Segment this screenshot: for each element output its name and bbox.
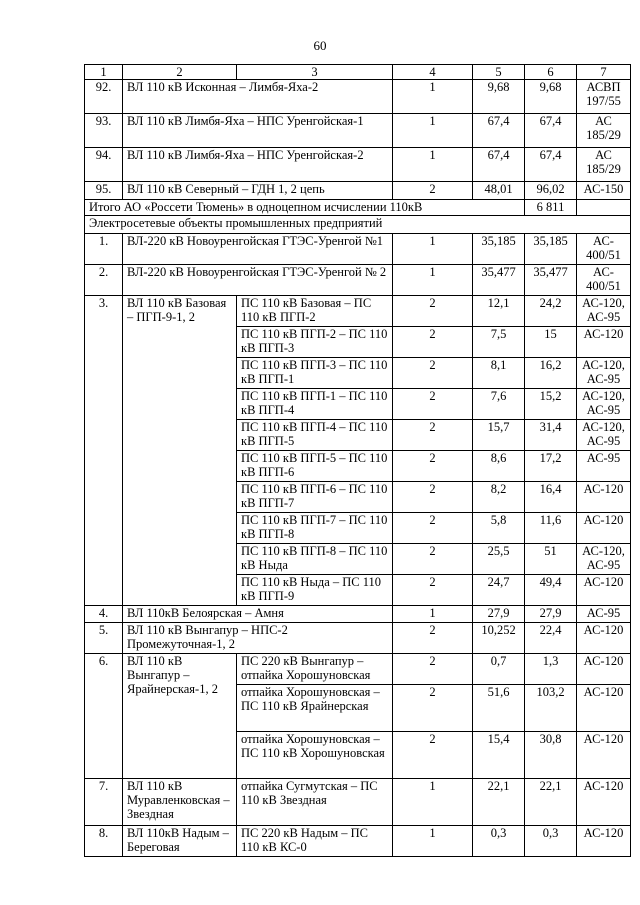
table-row xyxy=(85,80,631,114)
row-number: 7. xyxy=(85,779,123,826)
route-length: 0,7 xyxy=(473,654,525,685)
header-cell: 7 xyxy=(577,65,631,80)
row-number: 4. xyxy=(85,606,123,623)
circuit-count: 2 xyxy=(393,182,473,200)
wire-brand: АС-120 xyxy=(577,575,631,606)
circuit-length: 51 xyxy=(525,544,577,575)
circuit-count: 2 xyxy=(393,654,473,685)
row-number: 1. xyxy=(85,234,123,265)
route-length: 51,6 xyxy=(473,685,525,732)
circuit-length: 96,02 xyxy=(525,182,577,200)
table-row xyxy=(85,606,631,623)
line-register-table xyxy=(84,64,631,857)
segment-name: ПС 110 кВ ПГП-2 – ПС 110 кВ ПГП-3 xyxy=(237,327,393,358)
route-length: 9,68 xyxy=(473,80,525,114)
circuit-count: 2 xyxy=(393,513,473,544)
circuit-length: 103,2 xyxy=(525,685,577,732)
circuit-length: 27,9 xyxy=(525,606,577,623)
circuit-length: 11,6 xyxy=(525,513,577,544)
wire-brand: АСВП 197/55 xyxy=(577,80,631,114)
row-number: 6. xyxy=(85,654,123,779)
route-length: 15,4 xyxy=(473,732,525,779)
wire-brand: АС-120 xyxy=(577,654,631,685)
wire-brand: АС-120 xyxy=(577,732,631,779)
section-title: Электросетевые объекты промышленных предприятий xyxy=(85,216,631,234)
segment-name: ПС 110 кВ ПГП-3 – ПС 110 кВ ПГП-1 xyxy=(237,358,393,389)
circuit-count: 2 xyxy=(393,732,473,779)
circuit-length: 67,4 xyxy=(525,114,577,148)
wire-brand: АС-120 xyxy=(577,482,631,513)
circuit-count: 2 xyxy=(393,623,473,654)
line-name: ВЛ 110кВ Белоярская – Амня xyxy=(123,606,393,623)
route-length: 5,8 xyxy=(473,513,525,544)
wire-brand: АС- 400/51 xyxy=(577,234,631,265)
wire-brand: АС 185/29 xyxy=(577,148,631,182)
circuit-length: 16,4 xyxy=(525,482,577,513)
route-length: 22,1 xyxy=(473,779,525,826)
circuit-count: 2 xyxy=(393,420,473,451)
header-row xyxy=(85,65,631,80)
header-cell: 1 xyxy=(85,65,123,80)
line-name: ВЛ 110 кВ Лимбя-Яха – НПС Уренгойская-1 xyxy=(123,114,393,148)
table-cell xyxy=(577,200,631,216)
circuit-count: 1 xyxy=(393,80,473,114)
segment-name: ПС 110 кВ ПГП-7 – ПС 110 кВ ПГП-8 xyxy=(237,513,393,544)
circuit-count: 2 xyxy=(393,358,473,389)
circuit-count: 2 xyxy=(393,544,473,575)
table-row xyxy=(85,114,631,148)
segment-name: ПС 110 кВ ПГП-6 – ПС 110 кВ ПГП-7 xyxy=(237,482,393,513)
table-row xyxy=(85,623,631,654)
row-number: 5. xyxy=(85,623,123,654)
circuit-count: 2 xyxy=(393,389,473,420)
circuit-length: 1,3 xyxy=(525,654,577,685)
line-name: ВЛ 110кВ Надым – Береговая xyxy=(123,826,237,857)
circuit-count: 1 xyxy=(393,265,473,296)
total-row xyxy=(85,200,631,216)
circuit-count: 1 xyxy=(393,114,473,148)
circuit-length: 9,68 xyxy=(525,80,577,114)
route-length: 8,1 xyxy=(473,358,525,389)
circuit-count: 1 xyxy=(393,779,473,826)
segment-name: отпайка Хорошуновская – ПС 110 кВ Хорошуновская xyxy=(237,732,393,779)
route-length: 67,4 xyxy=(473,148,525,182)
segment-name: ПС 110 кВ Ныда – ПС 110 кВ ПГП-9 xyxy=(237,575,393,606)
wire-brand: АС-120, АС-95 xyxy=(577,358,631,389)
circuit-length: 0,3 xyxy=(525,826,577,857)
circuit-count: 1 xyxy=(393,148,473,182)
table-row xyxy=(85,148,631,182)
row-number: 95. xyxy=(85,182,123,200)
route-length: 7,6 xyxy=(473,389,525,420)
circuit-count: 2 xyxy=(393,451,473,482)
route-length: 67,4 xyxy=(473,114,525,148)
header-cell: 3 xyxy=(237,65,393,80)
table-row xyxy=(85,779,631,826)
segment-name: ПС 110 кВ ПГП-4 – ПС 110 кВ ПГП-5 xyxy=(237,420,393,451)
circuit-length: 49,4 xyxy=(525,575,577,606)
circuit-length: 24,2 xyxy=(525,296,577,327)
table-row xyxy=(85,826,631,857)
total-value: 6 811 xyxy=(525,200,577,216)
line-name: ВЛ 110 кВ Вынгапур – Ярайнерская-1, 2 xyxy=(123,654,237,779)
wire-brand: АС-95 xyxy=(577,451,631,482)
page-number: 60 xyxy=(313,38,327,53)
route-length: 24,7 xyxy=(473,575,525,606)
wire-brand: АС-120 xyxy=(577,826,631,857)
table-row xyxy=(85,654,631,685)
circuit-count: 2 xyxy=(393,296,473,327)
line-name: ВЛ 110 кВ Муравленковская – Звездная xyxy=(123,779,237,826)
header-cell: 4 xyxy=(393,65,473,80)
route-length: 35,185 xyxy=(473,234,525,265)
line-name: ВЛ 110 кВ Вынгапур – НПС-2 Промежуточная-1, 2 xyxy=(123,623,393,654)
header-cell: 5 xyxy=(473,65,525,80)
circuit-count: 2 xyxy=(393,482,473,513)
wire-brand: АС 185/29 xyxy=(577,114,631,148)
circuit-length: 22,1 xyxy=(525,779,577,826)
circuit-length: 15 xyxy=(525,327,577,358)
table-row xyxy=(85,296,631,327)
wire-brand: АС- 400/51 xyxy=(577,265,631,296)
circuit-length: 67,4 xyxy=(525,148,577,182)
wire-brand: АС-120, АС-95 xyxy=(577,420,631,451)
line-name: ВЛ-220 кВ Новоуренгойская ГТЭС-Уренгой № 2 xyxy=(123,265,393,296)
segment-name: отпайка Хорошуновская – ПС 110 кВ Ярайнерская xyxy=(237,685,393,732)
wire-brand: АС-95 xyxy=(577,606,631,623)
circuit-length: 35,185 xyxy=(525,234,577,265)
row-number: 2. xyxy=(85,265,123,296)
wire-brand: АС-150 xyxy=(577,182,631,200)
route-length: 25,5 xyxy=(473,544,525,575)
segment-name: ПС 110 кВ Базовая – ПС 110 кВ ПГП-2 xyxy=(237,296,393,327)
circuit-length: 16,2 xyxy=(525,358,577,389)
circuit-length: 31,4 xyxy=(525,420,577,451)
circuit-count: 2 xyxy=(393,327,473,358)
route-length: 35,477 xyxy=(473,265,525,296)
table-row xyxy=(85,234,631,265)
row-number: 92. xyxy=(85,80,123,114)
circuit-count: 2 xyxy=(393,685,473,732)
circuit-count: 1 xyxy=(393,826,473,857)
route-length: 27,9 xyxy=(473,606,525,623)
total-label: Итого АО «Россети Тюмень» в одноцепном исчислении 110кВ xyxy=(85,200,525,216)
circuit-count: 1 xyxy=(393,234,473,265)
line-name: ВЛ 110 кВ Базовая – ПГП-9-1, 2 xyxy=(123,296,237,606)
route-length: 8,2 xyxy=(473,482,525,513)
wire-brand: АС-120, АС-95 xyxy=(577,296,631,327)
segment-name: ПС 110 кВ ПГП-1 – ПС 110 кВ ПГП-4 xyxy=(237,389,393,420)
row-number: 93. xyxy=(85,114,123,148)
wire-brand: АС-120 xyxy=(577,513,631,544)
route-length: 48,01 xyxy=(473,182,525,200)
line-name: ВЛ 110 кВ Лимбя-Яха – НПС Уренгойская-2 xyxy=(123,148,393,182)
segment-name: ПС 220 кВ Надым – ПС 110 кВ КС-0 xyxy=(237,826,393,857)
section-title-row xyxy=(85,216,631,234)
wire-brand: АС-120 xyxy=(577,623,631,654)
line-name: ВЛ-220 кВ Новоуренгойская ГТЭС-Уренгой №1 xyxy=(123,234,393,265)
route-length: 12,1 xyxy=(473,296,525,327)
segment-name: ПС 110 кВ ПГП-8 – ПС 110 кВ Ныда xyxy=(237,544,393,575)
wire-brand: АС-120 xyxy=(577,779,631,826)
row-number: 3. xyxy=(85,296,123,606)
circuit-length: 30,8 xyxy=(525,732,577,779)
wire-brand: АС-120 xyxy=(577,327,631,358)
route-length: 0,3 xyxy=(473,826,525,857)
wire-brand: АС-120 xyxy=(577,685,631,732)
wire-brand: АС-120, АС-95 xyxy=(577,389,631,420)
circuit-count: 2 xyxy=(393,575,473,606)
row-number: 94. xyxy=(85,148,123,182)
circuit-length: 15,2 xyxy=(525,389,577,420)
route-length: 8,6 xyxy=(473,451,525,482)
route-length: 15,7 xyxy=(473,420,525,451)
circuit-length: 17,2 xyxy=(525,451,577,482)
circuit-length: 22,4 xyxy=(525,623,577,654)
line-name: ВЛ 110 кВ Исконная – Лимбя-Яха-2 xyxy=(123,80,393,114)
table-row xyxy=(85,182,631,200)
table-row xyxy=(85,265,631,296)
circuit-count: 1 xyxy=(393,606,473,623)
route-length: 10,252 xyxy=(473,623,525,654)
circuit-length: 35,477 xyxy=(525,265,577,296)
route-length: 7,5 xyxy=(473,327,525,358)
segment-name: ПС 110 кВ ПГП-5 – ПС 110 кВ ПГП-6 xyxy=(237,451,393,482)
row-number: 8. xyxy=(85,826,123,857)
header-cell: 2 xyxy=(123,65,237,80)
header-cell: 6 xyxy=(525,65,577,80)
line-name: ВЛ 110 кВ Северный – ГДН 1, 2 цепь xyxy=(123,182,393,200)
wire-brand: АС-120, АС-95 xyxy=(577,544,631,575)
segment-name: ПС 220 кВ Вынгапур – отпайка Хорошуновская xyxy=(237,654,393,685)
segment-name: отпайка Сугмутская – ПС 110 кВ Звездная xyxy=(237,779,393,826)
